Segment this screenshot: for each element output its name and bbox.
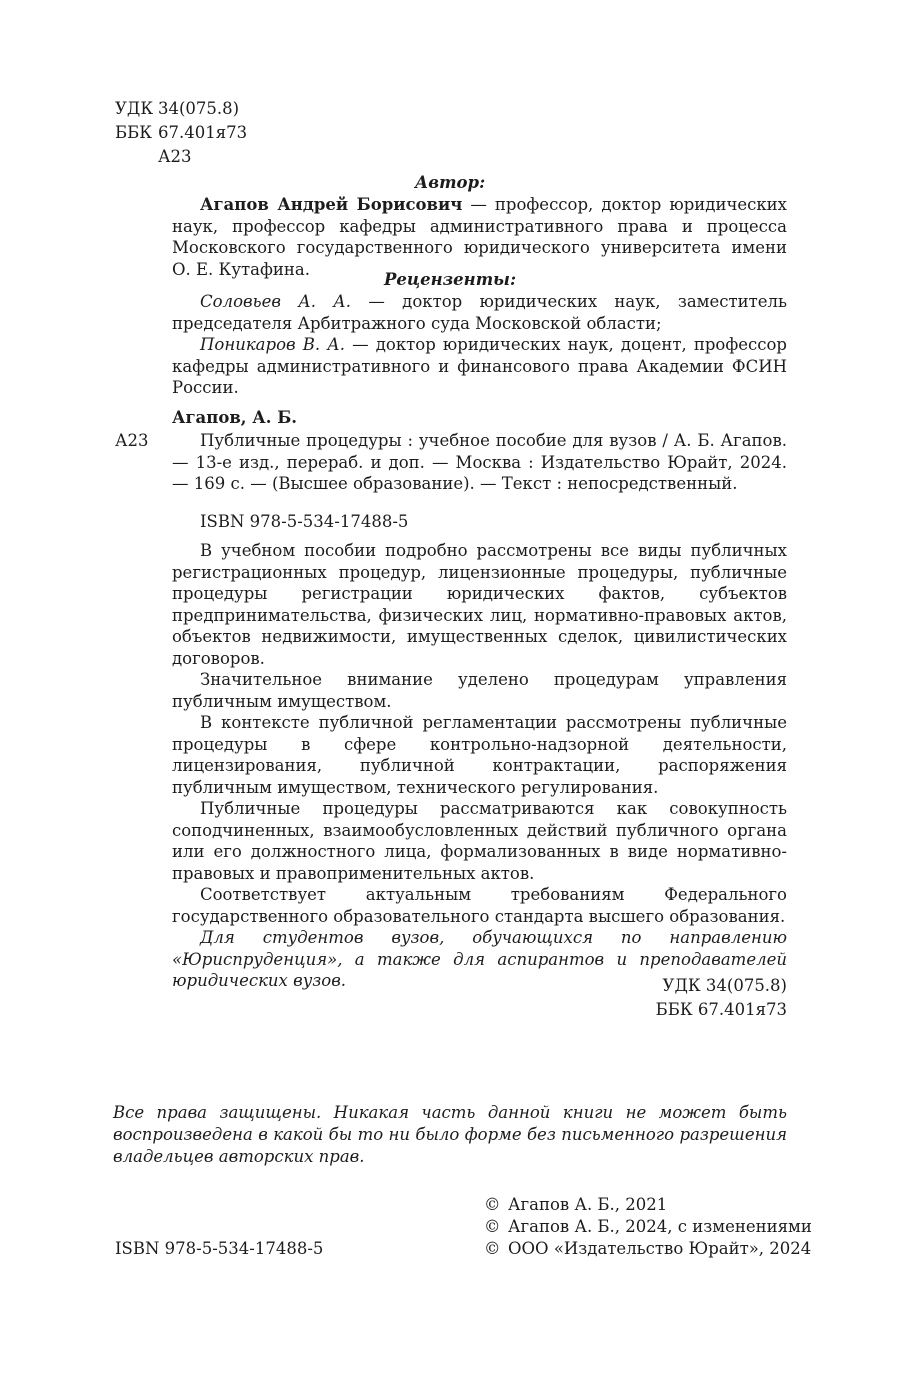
copyright-list [484,1194,812,1260]
card-description [172,430,787,495]
abstract-paragraph: В контексте публичной регламентации рассмотрены публичные процедуры в сфере контрольно-надзорной деятельности, лицензирования, публичной контрактации, распоряжения публичным имуществом, технического регулирования. [172,713,787,797]
reviewers-list [172,291,787,399]
copyright-line [484,1194,804,1216]
author-mark-row [115,146,315,170]
author-name: Агапов Андрей Борисович [200,195,463,214]
bbk-value: 67.401я73 [158,123,248,142]
card-isbn: ISBN 978-5-534-17488-5 [200,512,409,531]
author-description: — профессор, доктор юридических наук, профессор кафедры административного права и процесса Московского государственного юридического университета имени О. Е. Кутафина. [172,195,787,279]
reviewer-description: — доктор юридических наук, заместитель председателя Арбитражного суда Московской области; [172,292,787,333]
bibliographic-description: Публичные процедуры : учебное пособие для вузов / А. Б. Агапов. — 13-е изд., перераб. и доп. — Москва : Издательство Юрайт, 2024. — 169 с. — (Высшее образование). — Текст : непосредственный. [172,431,787,493]
abstract [172,540,787,992]
author-paragraph [172,194,787,280]
udk-value: 34(075.8) [158,99,240,118]
copyright-text: Агапов А. Б., 2024, с изменениями [508,1217,812,1236]
reviewer-description: — доктор юридических наук, доцент, профессор кафедры административного и финансового права Академии ФСИН России. [172,335,787,397]
rights-notice: Все права защищены. Никакая часть данной книги не может быть воспроизведена в какой бы то ни было форме без письменного разрешения владельцев авторских прав. [113,1103,787,1166]
abstract-paragraph: Соответствует актуальным требованиям Федерального государственного образовательного стандарта высшего образования. [172,885,787,926]
abstract-paragraph: В учебном пособии подробно рассмотрены все виды публичных регистрационных процедур, лицензионные процедуры, публичные процедуры регистрации юридических фактов, субъектов предпринимательства, физических лиц, нормативно-правовых актов, объектов недвижимости, имущественных сделок, цивилистических договоров. [172,541,787,668]
reviewer-item [172,291,787,334]
abstract-paragraph: Публичные процедуры рассматриваются как совокупность соподчиненных, взаимообусловленных действий публичного органа или его должностного лица, формализованных в виде нормативно-правовых и правоприменительных актов. [172,799,787,883]
bbk-label: ББК [115,123,153,142]
abstract-paragraph: Значительное внимание уделено процедурам управления публичным имуществом. [172,670,787,711]
reviewer-name: Соловьев А. А. [200,292,352,311]
classification-right [600,975,787,1023]
copyright-line [484,1216,812,1238]
copyright-symbol: © [484,1239,501,1258]
copyright-symbol: © [484,1217,501,1236]
audience-note: Для студентов вузов, обучающихся по направлению «Юриспруденция», а также для аспирантов и преподавателей юридических вузов. [172,928,787,990]
udk-right: УДК 34(075.8) [662,976,787,995]
author-heading: Автор: [414,173,486,192]
card-author-mark: А23 [115,431,149,450]
copyright-text: ООО «Издательство Юрайт», 2024 [508,1239,812,1258]
bbk-row [115,122,315,146]
reviewer-item [172,334,787,399]
reviewer-name: Поникаров В. А. [200,335,345,354]
catalog-block [115,98,315,170]
card-author-heading: Агапов, А. Б. [172,408,298,427]
udk-label: УДК [115,99,154,118]
udk-row [115,98,315,122]
reviewers-heading: Рецензенты: [383,270,517,289]
copyright-text: Агапов А. Б., 2021 [508,1195,668,1214]
copyright-symbol: © [484,1195,501,1214]
copyright-line [484,1238,812,1260]
isbn-bottom: ISBN 978-5-534-17488-5 [115,1239,324,1258]
bbk-right: ББК 67.401я73 [655,1000,787,1019]
author-mark: А23 [158,147,192,166]
